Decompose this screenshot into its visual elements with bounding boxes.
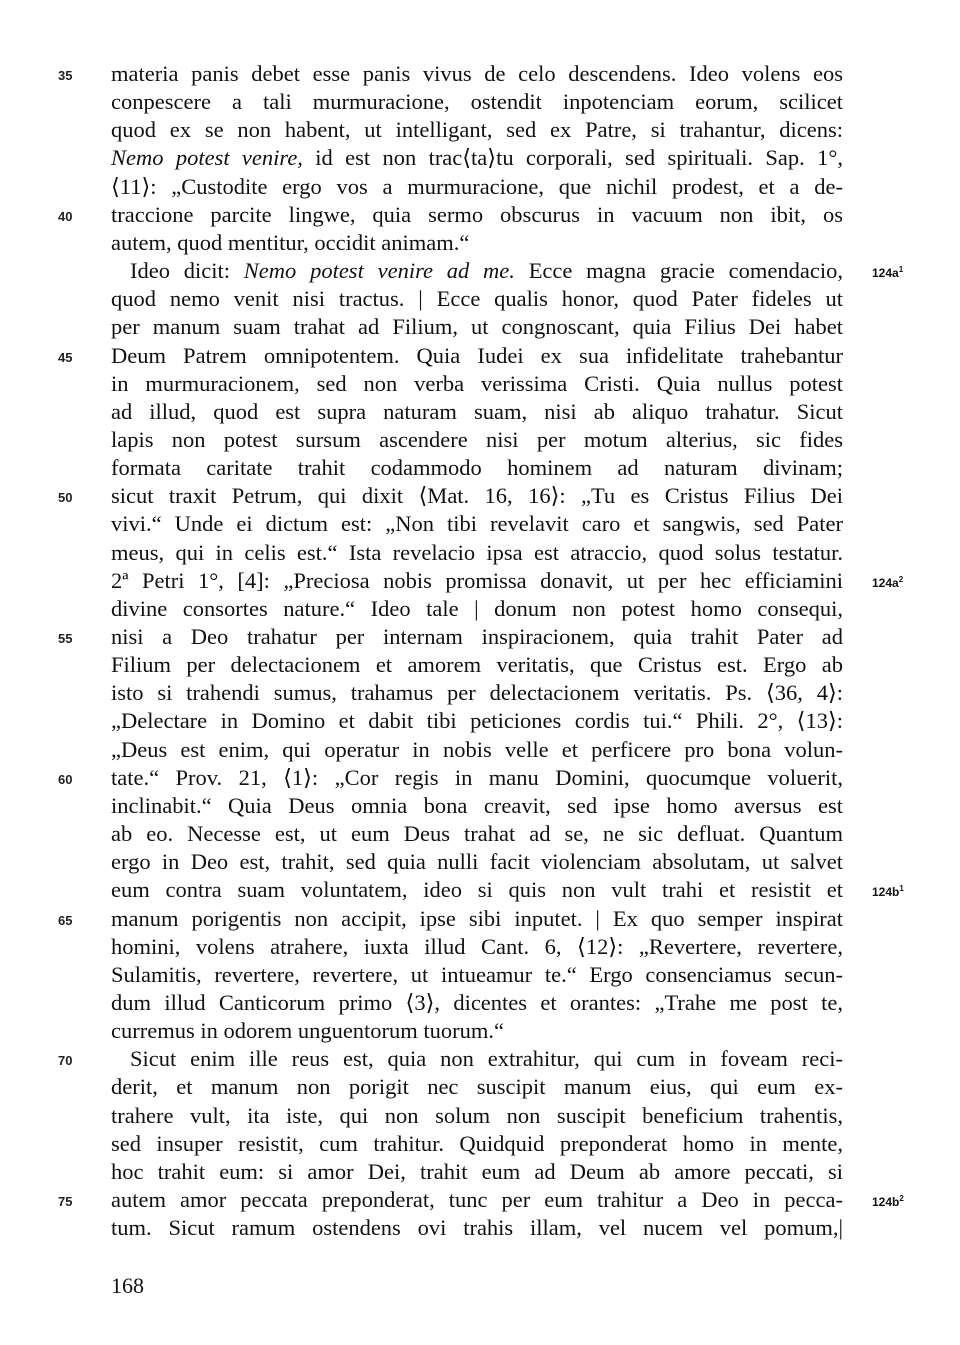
text-line xyxy=(111,961,843,989)
line-number: 65 xyxy=(58,912,73,928)
folio-column-index: 1 xyxy=(899,884,904,894)
line-number: 60 xyxy=(58,771,73,787)
text-line xyxy=(111,313,843,341)
text-line xyxy=(130,257,843,285)
text-line xyxy=(111,539,843,567)
text-line xyxy=(111,933,843,961)
text-segment: homini, volens atrahere, iuxta illud Cant. 6, ⟨12⟩: „Revertere, revertere, xyxy=(111,933,843,959)
text-segment: 2ª Petri 1°, [4]: „Preciosa nobis promissa donavit, ut per hec efficiamini xyxy=(111,567,843,593)
text-segment: sicut traxit Petrum, qui dixit ⟨Mat. 16, 16⟩: „Tu es Cristus Filius Dei xyxy=(111,483,843,509)
text-segment: ab eo. Necesse est, ut eum Deus trahat ad se, ne sic defluat. Quantum xyxy=(111,821,843,847)
line-number: 70 xyxy=(58,1053,73,1069)
text-segment: isto si trahendi sumus, trahamus per delectacionem veritatis. Ps. ⟨36, 4⟩: xyxy=(111,680,843,706)
text-line xyxy=(111,876,843,904)
text-line xyxy=(111,1017,843,1045)
text-segment: Sulamitis, revertere, revertere, ut intueamur te.“ Ergo consenciamus secun- xyxy=(111,961,843,987)
text-line xyxy=(111,1102,843,1130)
text-segment: Deum Patrem omnipotentem. Quia Iudei ex sua infidelitate trahebantur xyxy=(111,342,843,368)
text-line xyxy=(111,595,843,623)
text-line xyxy=(111,1130,843,1158)
text-segment: traccione parcite lingwe, quia sermo obscurus in vacuum non ibit, os xyxy=(111,201,843,227)
text-segment: Ideo dicit: xyxy=(130,258,244,284)
folio-column-index: 2 xyxy=(898,574,904,584)
text-segment: sed insuper resistit, cum trahitur. Quidquid preponderat homo in mente, xyxy=(111,1130,843,1156)
text-line xyxy=(111,88,843,116)
text-line xyxy=(111,173,843,201)
text-segment: dum illud Canticorum primo ⟨3⟩, dicentes et orantes: „Trahe me post te, xyxy=(111,989,843,1015)
text-segment: divine consortes nature.“ Ideo tale | donum non potest homo consequi, xyxy=(111,595,843,621)
text-segment: tate.“ Prov. 21, ⟨1⟩: „Cor regis in manu Domini, quocumque voluerit, xyxy=(111,764,843,790)
text-line xyxy=(111,623,843,651)
folio-mark xyxy=(872,884,904,900)
text-line xyxy=(111,116,843,144)
page-number: 168 xyxy=(111,1273,144,1298)
folio-label: 124b xyxy=(872,885,900,900)
text-line xyxy=(130,1045,843,1073)
line-number: 35 xyxy=(58,68,73,83)
text-line xyxy=(111,60,843,88)
text-line xyxy=(111,1073,843,1101)
text-line xyxy=(111,454,843,482)
folio-mark xyxy=(872,265,903,281)
text-segment: hoc trahit eum: si amor Dei, trahit eum ad Deum ab amore peccati, si xyxy=(111,1158,843,1184)
text-line xyxy=(111,285,843,313)
text-segment: nisi a Deo trahatur per internam inspiracionem, quia trahit Pater ad xyxy=(111,624,843,649)
text-line xyxy=(111,398,843,426)
text-segment: lapis non potest sursum ascendere nisi per motum alterius, sic fides xyxy=(111,426,843,452)
text-segment: conpescere a tali murmuracione, ostendit inpotenciam eorum, scilicet xyxy=(111,89,843,115)
text-line xyxy=(111,510,843,538)
text-line xyxy=(111,651,843,679)
text-segment: inclinabit.“ Quia Deus omnia bona creavit, sed ipse homo aversus est xyxy=(111,792,843,818)
text-line xyxy=(111,820,843,848)
text-line xyxy=(111,848,843,876)
text-segment: vivi.“ Unde ei dictum est: „Non tibi revelavit caro et sangwis, sed Pater xyxy=(111,511,843,537)
text-line xyxy=(111,144,843,172)
text-segment: Filium per delectacionem et amorem veritatis, que Cristus est. Ergo ab xyxy=(111,652,843,678)
line-number: 55 xyxy=(58,631,73,646)
text-segment: derit, et manum non porigit nec suscipit manum eius, qui eum ex- xyxy=(111,1074,843,1100)
text-line xyxy=(111,764,843,792)
text-line xyxy=(111,792,843,820)
folio-mark xyxy=(872,575,903,591)
text-segment: tum. Sicut ramum ostendens ovi trahis illam, vel nucem vel pomum,| xyxy=(111,1215,843,1241)
text-line xyxy=(111,989,843,1017)
text-line xyxy=(111,342,843,370)
italic-quotation: Nemo potest venire, xyxy=(111,145,303,171)
text-line xyxy=(111,905,843,933)
folio-column-index: 1 xyxy=(898,265,904,275)
text-segment: ergo in Deo est, trahit, sed quia nulli facit violenciam absolutam, ut salvet xyxy=(111,849,843,875)
text-segment: trahere vult, ita iste, qui non solum non suscipit beneficium trahentis, xyxy=(111,1102,843,1128)
text-line xyxy=(111,1158,843,1186)
folio-label: 124a xyxy=(872,575,899,590)
text-line xyxy=(111,1186,843,1214)
text-line xyxy=(111,679,843,707)
line-number: 50 xyxy=(58,490,73,506)
folio-label: 124b xyxy=(872,1195,900,1209)
text-line xyxy=(111,567,843,595)
text-line xyxy=(111,736,843,764)
text-line xyxy=(111,707,843,735)
folio-label: 124a xyxy=(872,266,899,281)
text-line xyxy=(111,201,843,229)
text-line xyxy=(111,370,843,398)
text-segment: „Delectare in Domino et dabit tibi peticiones cordis tui.“ Phili. 2°, ⟨13⟩: xyxy=(111,708,843,734)
folio-column-index: 2 xyxy=(899,1194,904,1203)
text-segment: quod nemo venit nisi tractus. | Ecce qualis honor, quod Pater fideles ut xyxy=(111,286,843,312)
text-segment: ad illud, quod est supra naturam suam, nisi ab aliquo trahatur. Sicut xyxy=(111,398,843,424)
text-segment: manum porigentis non accipit, ipse sibi inputet. | Ex quo semper inspirat xyxy=(111,905,843,931)
text-segment: per manum suam trahat ad Filium, ut congnoscant, quia Filius Dei habet xyxy=(111,314,843,340)
italic-quotation: Nemo potest venire ad me. xyxy=(243,258,515,284)
text-segment: Sicut enim ille reus est, quia non extrahitur, qui cum in foveam reci- xyxy=(130,1046,843,1072)
text-segment: formata caritate trahit codammodo hominem ad naturam divinam; xyxy=(111,455,843,481)
text-segment: quod ex se non habent, ut intelligant, sed ex Patre, si trahantur, dicens: xyxy=(111,117,843,143)
text-line xyxy=(111,1214,843,1242)
text-segment: meus, qui in celis est.“ Ista revelacio ipsa est atraccio, quod solus testatur. xyxy=(111,539,843,565)
folio-mark xyxy=(872,1194,904,1210)
text-line xyxy=(111,482,843,510)
text-segment: ⟨11⟩: „Custodite ergo vos a murmuracione, que nichil prodest, et a de- xyxy=(111,173,843,199)
text-line xyxy=(111,426,843,454)
text-segment: Ecce magna gracie comendacio, xyxy=(514,258,843,284)
line-number: 75 xyxy=(58,1194,73,1209)
text-segment: autem, quod mentitur, occidit animam.“ xyxy=(111,229,470,255)
text-segment: autem amor peccata preponderat, tunc per eum trahitur a Deo in pecca- xyxy=(111,1187,843,1212)
text-segment: materia panis debet esse panis vivus de celo descendens. Ideo volens eos xyxy=(111,61,843,86)
line-number: 45 xyxy=(58,349,73,365)
text-segment: „Deus est enim, qui operatur in nobis velle et perficere pro bona volun- xyxy=(111,736,843,762)
line-number: 40 xyxy=(58,208,73,224)
text-line xyxy=(111,229,843,257)
text-segment: eum contra suam voluntatem, ideo si quis non vult trahi et resistit et xyxy=(111,877,843,903)
text-segment: id est non trac⟨ta⟩tu corporali, sed spirituali. Sap. 1°, xyxy=(302,145,843,171)
text-segment: curremus in odorem unguentorum tuorum.“ xyxy=(111,1018,505,1044)
text-segment: in murmuracionem, sed non verba verissima Cristi. Quia nullus potest xyxy=(111,370,843,396)
